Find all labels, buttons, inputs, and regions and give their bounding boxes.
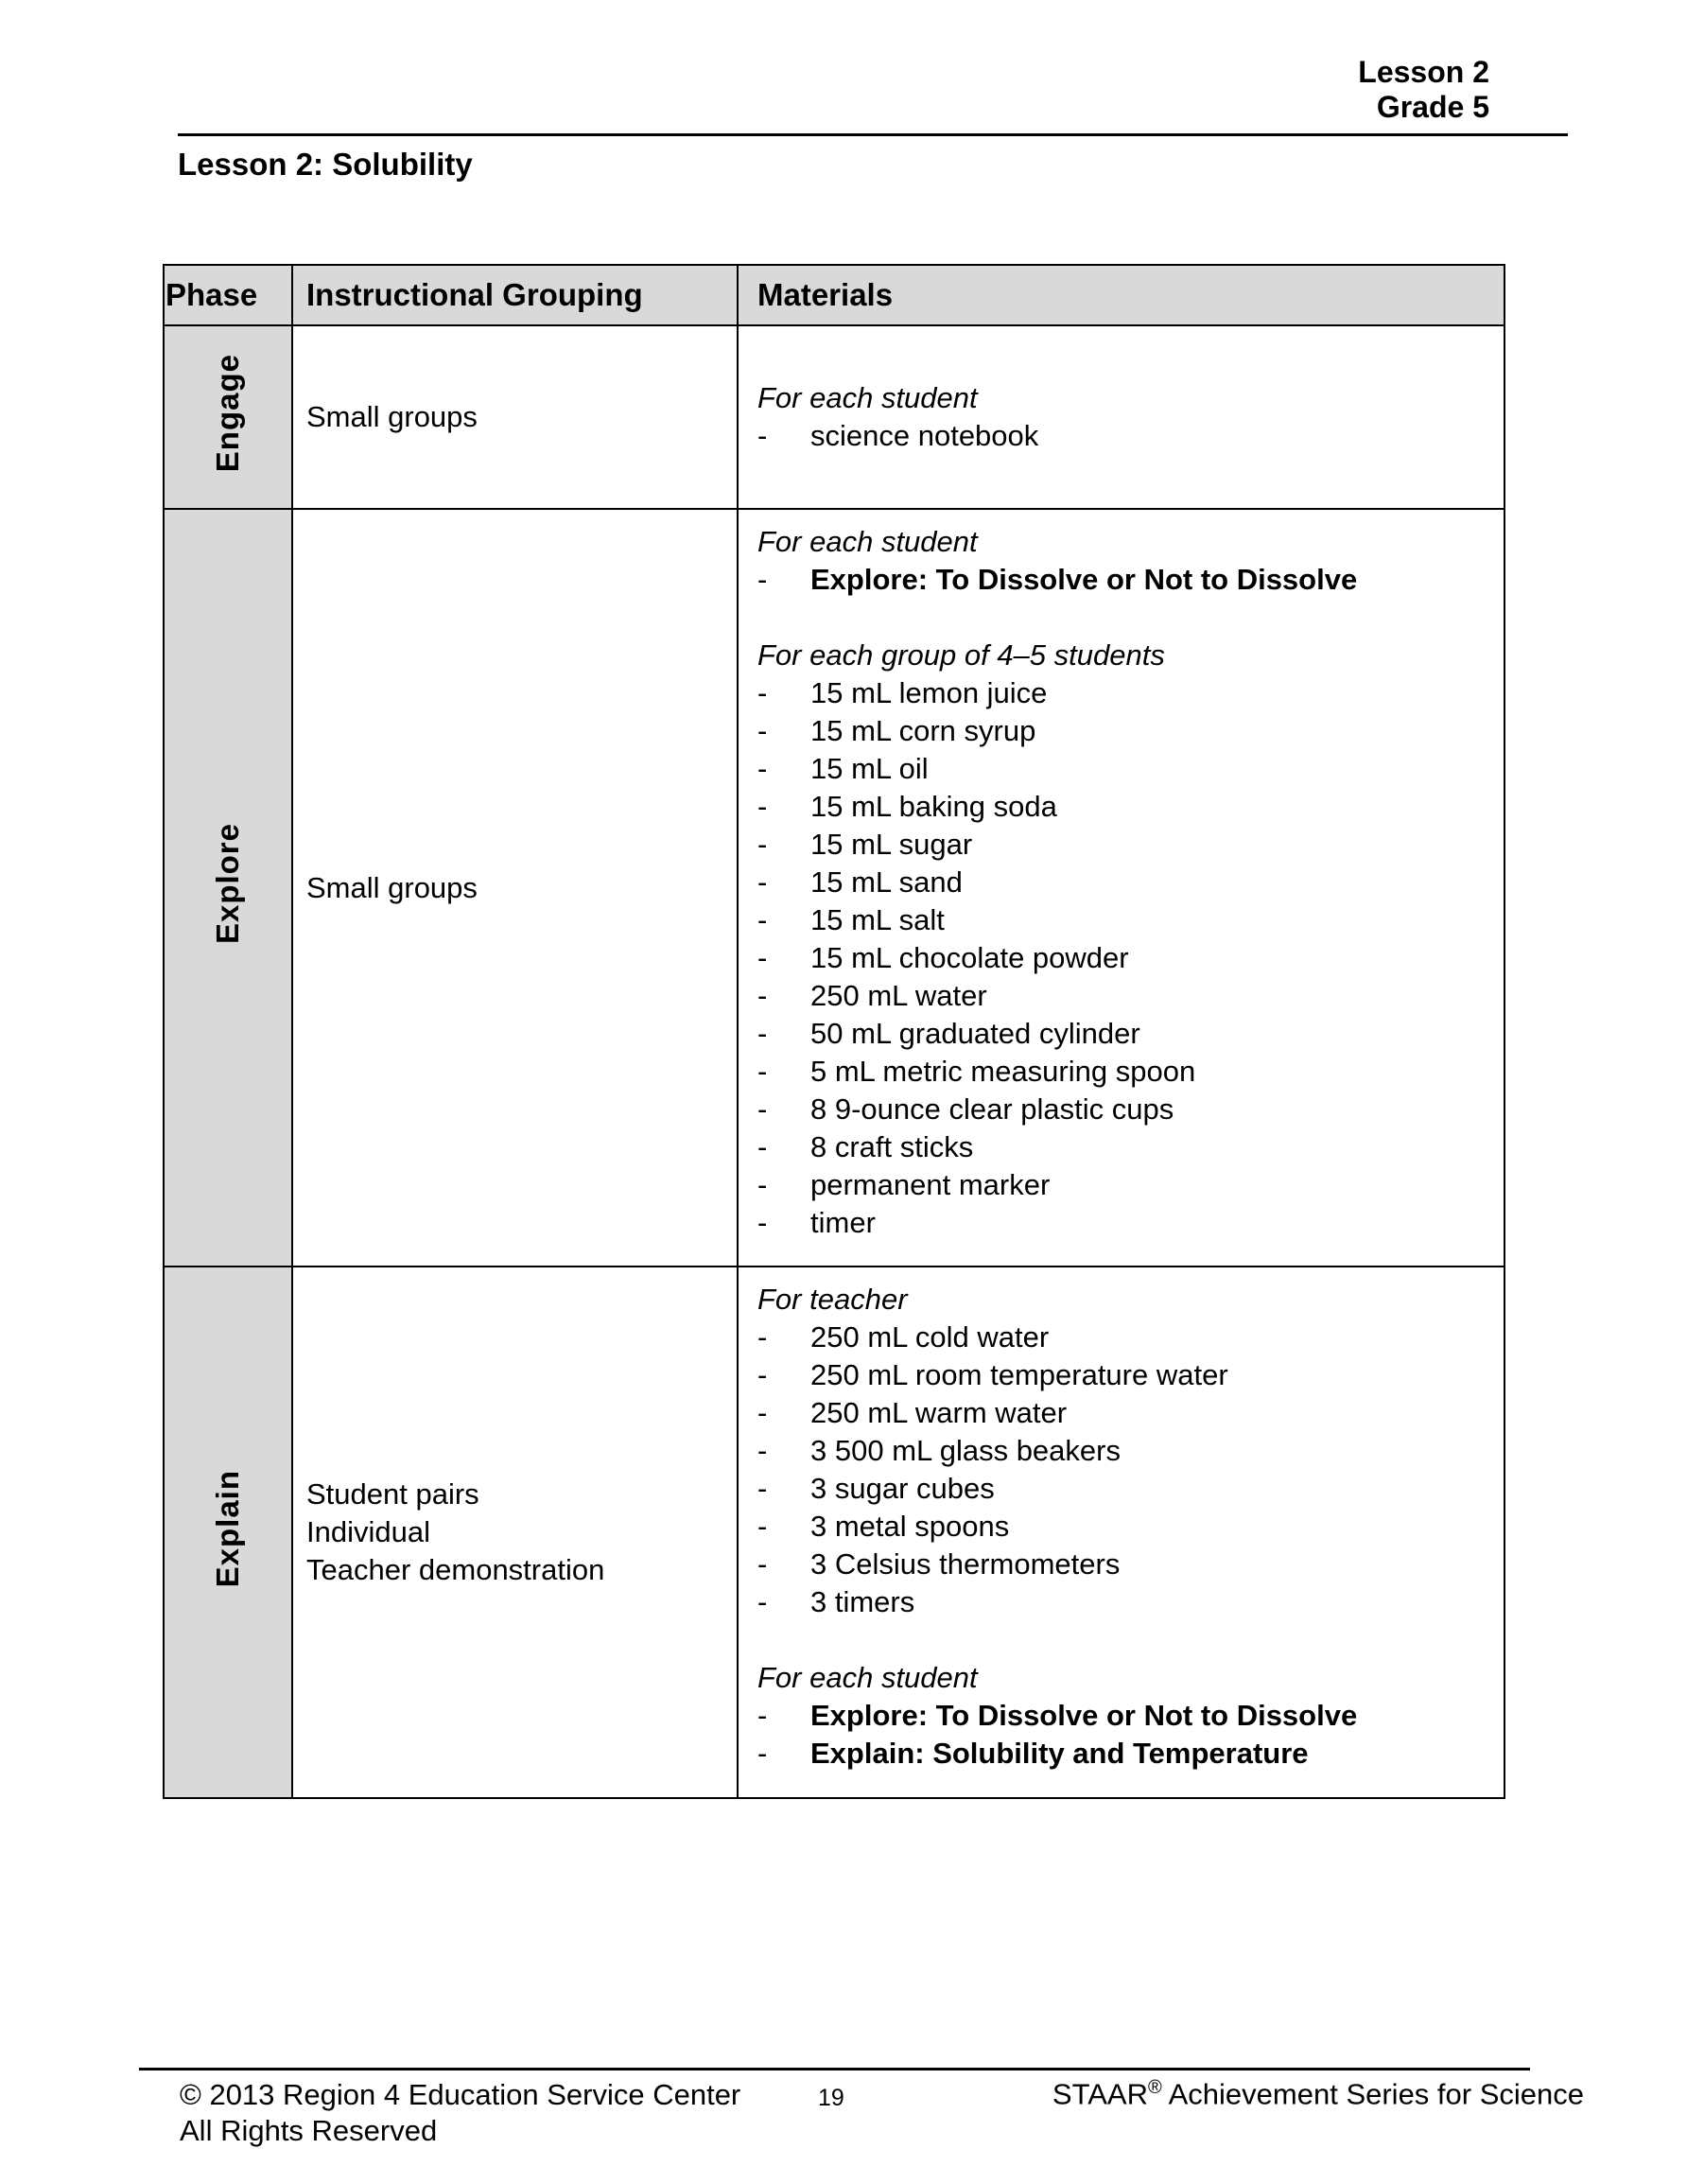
bullet-dash: -: [757, 752, 768, 785]
materials-item: - 250 mL cold water: [757, 1319, 1494, 1356]
bullet-dash: -: [757, 903, 768, 936]
materials-item: - 3 metal spoons: [757, 1508, 1494, 1546]
materials-item: - 8 craft sticks: [757, 1128, 1494, 1166]
materials-cell-explore: [738, 509, 1504, 1267]
bullet-dash: -: [757, 419, 768, 452]
bullet-dash: -: [757, 790, 768, 823]
materials-item: - 3 timers: [757, 1583, 1494, 1621]
registered-trademark-symbol: ®: [1147, 2077, 1162, 2098]
phase-cell-explore: [164, 509, 292, 1267]
grouping-cell-explore: [292, 509, 738, 1267]
materials-heading: For each student: [757, 1661, 978, 1694]
bullet-dash: -: [757, 979, 768, 1012]
blank-line: [757, 1621, 1494, 1659]
bullet-dash: -: [757, 1017, 768, 1050]
materials-item: - 3 500 mL glass beakers: [757, 1432, 1494, 1470]
materials-heading: For each student: [757, 525, 978, 558]
bullet-dash: -: [757, 1472, 768, 1505]
grouping-line: Small groups: [306, 400, 478, 433]
table-row-explore: [164, 509, 1504, 1267]
bullet-dash: -: [757, 1168, 768, 1201]
materials-item: - timer: [757, 1204, 1494, 1242]
materials-heading: For teacher: [757, 1283, 908, 1316]
bullet-dash: -: [757, 1585, 768, 1618]
materials-heading: For each group of 4–5 students: [757, 638, 1165, 672]
bullet-dash: -: [757, 865, 768, 899]
materials-item: - 15 mL lemon juice: [757, 674, 1494, 712]
bullet-dash: -: [757, 1699, 768, 1732]
phase-label-engage: Engage: [210, 354, 245, 473]
column-header-grouping: Instructional Grouping: [292, 265, 738, 325]
bullet-dash: -: [757, 1092, 768, 1126]
column-header-phase: Phase: [164, 265, 292, 325]
bullet-dash: -: [757, 1358, 768, 1391]
bullet-dash: -: [757, 1055, 768, 1088]
footer-brand: [1052, 2077, 1584, 2111]
header-rule: [178, 133, 1568, 136]
page-number: 19: [818, 2085, 844, 2111]
materials-item: - 3 Celsius thermometers: [757, 1546, 1494, 1583]
footer-copyright-line2: All Rights Reserved: [180, 2114, 438, 2147]
materials-item: - Explain: Solubility and Temperature: [757, 1735, 1494, 1773]
materials-item: - 250 mL warm water: [757, 1394, 1494, 1432]
bullet-dash: -: [757, 1434, 768, 1467]
grouping-line: Student pairs: [306, 1477, 479, 1511]
materials-item: - 15 mL salt: [757, 901, 1494, 939]
bullet-dash: -: [757, 1206, 768, 1239]
materials-item: - Explore: To Dissolve or Not to Dissolve: [757, 561, 1494, 599]
materials-item: - 250 mL room temperature water: [757, 1356, 1494, 1394]
bullet-dash: -: [757, 714, 768, 747]
materials-item: - 15 mL corn syrup: [757, 712, 1494, 750]
grouping-line: Teacher demonstration: [306, 1553, 605, 1586]
materials-item: - 15 mL sugar: [757, 826, 1494, 864]
column-header-materials: Materials: [738, 265, 1504, 325]
materials-item: - 15 mL chocolate powder: [757, 939, 1494, 977]
materials-item: - 15 mL baking soda: [757, 788, 1494, 826]
footer-brand-name: STAAR: [1052, 2077, 1148, 2111]
materials-cell-engage: [738, 325, 1504, 509]
page-header-right: [1358, 55, 1489, 125]
materials-item: - 250 mL water: [757, 977, 1494, 1015]
materials-item: - science notebook: [757, 417, 1494, 455]
materials-item: - 5 mL metric measuring spoon: [757, 1053, 1494, 1091]
bullet-dash: -: [757, 1510, 768, 1543]
grouping-cell-engage: [292, 325, 738, 509]
bullet-dash: -: [757, 676, 768, 709]
materials-item: - 8 9-ounce clear plastic cups: [757, 1091, 1494, 1128]
bullet-dash: -: [757, 1320, 768, 1354]
phase-cell-explain: [164, 1267, 292, 1798]
bullet-dash: -: [757, 828, 768, 861]
materials-item: - 15 mL oil: [757, 750, 1494, 788]
footer-copyright-line1: © 2013 Region 4 Education Service Center: [180, 2078, 741, 2111]
materials-item: - 3 sugar cubes: [757, 1470, 1494, 1508]
phase-cell-engage: [164, 325, 292, 509]
lesson-table: [163, 264, 1505, 1799]
grouping-line: Small groups: [306, 870, 478, 904]
table-row-engage: [164, 325, 1504, 509]
footer-rule: [139, 2068, 1530, 2070]
bullet-dash: -: [757, 1547, 768, 1581]
bullet-dash: -: [757, 1130, 768, 1163]
materials-item: - 15 mL sand: [757, 864, 1494, 901]
bullet-dash: -: [757, 1737, 768, 1770]
bullet-dash: -: [757, 563, 768, 596]
materials-item: - 50 mL graduated cylinder: [757, 1015, 1494, 1053]
footer-brand-suffix: Achievement Series for Science: [1161, 2077, 1584, 2111]
materials-item: - permanent marker: [757, 1166, 1494, 1204]
table-row-explain: [164, 1267, 1504, 1798]
materials-cell-explain: [738, 1267, 1504, 1798]
footer-copyright: [180, 2077, 740, 2149]
phase-label-explain: Explain: [210, 1469, 245, 1588]
blank-line: [757, 599, 1494, 637]
header-grade-label: Grade 5: [1376, 90, 1489, 124]
bullet-dash: -: [757, 1396, 768, 1429]
grouping-cell-explain: [292, 1267, 738, 1798]
header-lesson-label: Lesson 2: [1358, 55, 1489, 89]
materials-heading: For each student: [757, 381, 978, 414]
phase-label-explore: Explore: [210, 823, 245, 945]
page-title: Lesson 2: Solubility: [178, 147, 473, 182]
table-header-row: [164, 265, 1504, 325]
materials-item: - Explore: To Dissolve or Not to Dissolve: [757, 1697, 1494, 1735]
bullet-dash: -: [757, 941, 768, 974]
grouping-line: Individual: [306, 1515, 430, 1548]
